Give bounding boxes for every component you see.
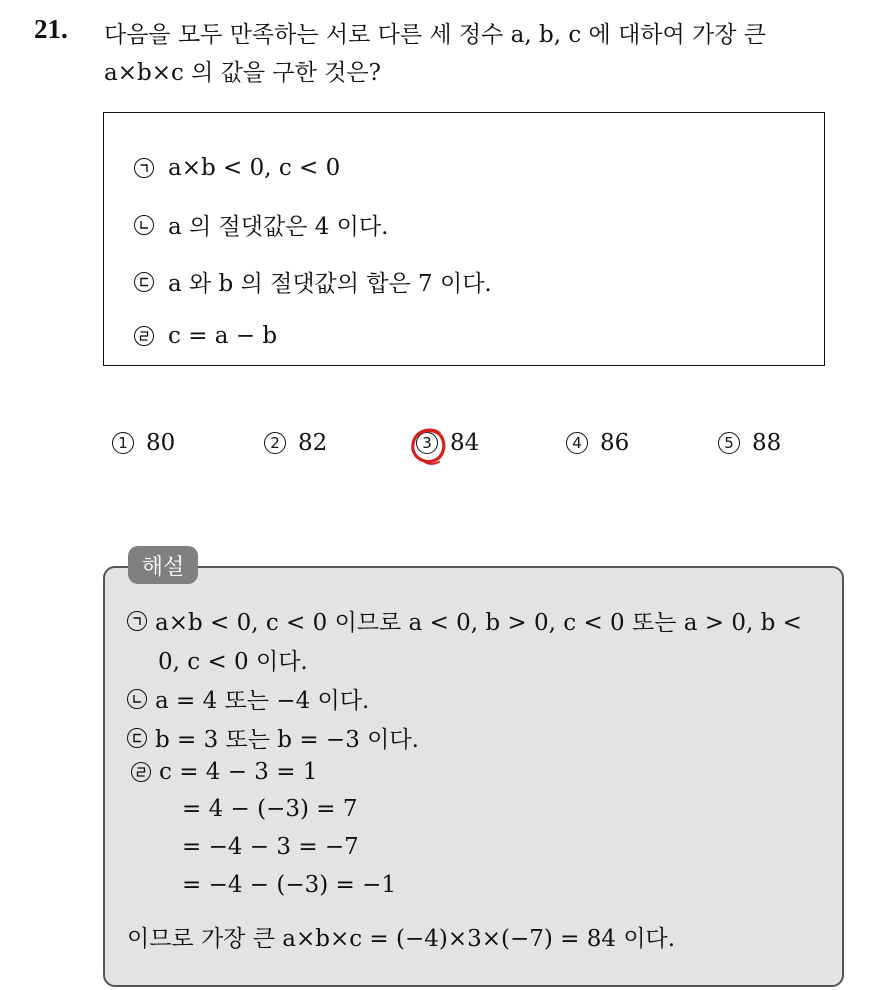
solution-line [182,796,358,822]
solution-text: b = 3 또는 b = −3 이다. [155,727,419,753]
choice-1[interactable] [112,430,175,456]
solution-text: a×b < 0, c < 0 이므로 a < 0, b > 0, c < 0 또는 a > 0, b < [155,610,802,636]
choice-number: 5 [718,432,740,454]
choice-4[interactable] [566,430,629,456]
solution-text: 0, c < 0 이다. [158,649,308,675]
question-text-line-2: a×b×c 의 값을 구한 것은? [104,60,381,86]
choice-number: 4 [566,432,588,454]
solution-line [182,872,396,898]
choice-5[interactable] [718,430,781,456]
marker-giyeok-icon [127,611,147,631]
choice-value: 80 [146,430,176,456]
solution-text: a = 4 또는 −4 이다. [155,688,370,714]
solution-line [131,759,317,785]
question-text-line-1: 다음을 모두 만족하는 서로 다른 세 정수 a, b, c 에 대하여 가장 큰 [104,22,766,48]
solution-text: c = 4 − 3 = 1 [159,759,318,785]
conditions-box [103,112,825,366]
choice-number-text: 3 [422,434,432,452]
marker-giyeok-icon [134,158,154,178]
solution-line [127,721,419,754]
marker-digeut-icon [134,272,154,292]
choice-2[interactable] [264,430,327,456]
condition-text: a 의 절댓값은 4 이다. [168,214,389,240]
condition-item [134,265,492,298]
solution-text: = −4 − (−3) = −1 [182,872,397,898]
solution-text: = −4 − 3 = −7 [182,834,359,860]
choice-number: 1 [112,432,134,454]
choice-3[interactable] [416,430,479,456]
solution-line [158,643,308,676]
solution-line [127,682,369,715]
marker-nieun-icon [134,215,154,235]
answer-choices [0,430,884,470]
choice-value: 86 [600,430,630,456]
solution-line [127,604,802,637]
condition-text: a 와 b 의 절댓값의 합은 7 이다. [168,271,492,297]
solution-line [127,920,675,953]
condition-item [134,208,388,241]
solution-text: = 4 − (−3) = 7 [182,796,358,822]
marker-nieun-icon [127,689,147,709]
choice-number: 2 [264,432,286,454]
condition-text: a×b < 0, c < 0 [168,155,341,181]
choice-value: 82 [298,430,328,456]
marker-rieul-icon [131,762,151,782]
solution-label: 해설 [128,546,198,584]
condition-item [134,323,277,349]
choice-value: 84 [450,430,480,456]
condition-text: c = a − b [168,323,278,349]
marker-digeut-icon [127,728,147,748]
condition-item [134,155,340,181]
solution-text: 이므로 가장 큰 a×b×c = (−4)×3×(−7) = 84 이다. [127,926,676,952]
choice-value: 88 [752,430,782,456]
solution-line [182,834,359,860]
marker-rieul-icon [134,326,154,346]
question-number: 21. [34,14,68,44]
choice-number [416,432,438,454]
